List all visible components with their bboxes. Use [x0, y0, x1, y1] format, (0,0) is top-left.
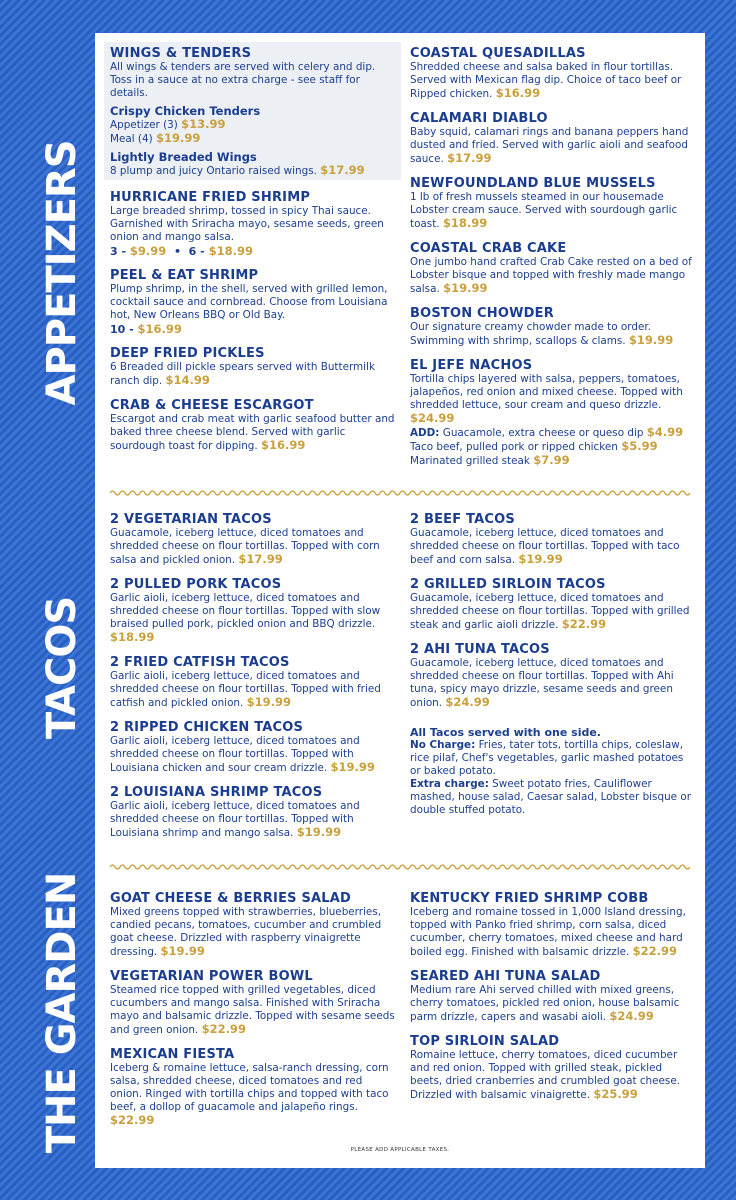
menu-item-desc: Shredded cheese and salsa baked in flour tortillas. Served with Mexican flag dip. Choice of taco beef or Ripped chicken. $16.99 [410, 61, 682, 100]
wings-desc: 8 plump and juicy Ontario raised wings. $17.99 [110, 163, 365, 177]
menu-item-title: KENTUCKY FRIED SHRIMP COBB [410, 891, 649, 906]
menu-item-desc: Garlic aioli, iceberg lettuce, diced tomatoes and shredded cheese on flour tortillas. Topped with slow braised pulled pork, pickled onion and BBQ drizzle. $18.99 [110, 592, 381, 644]
menu-item-title: 2 LOUISIANA SHRIMP TACOS [110, 785, 323, 800]
menu-item-title: 2 AHI TUNA TACOS [410, 642, 550, 657]
menu-item-desc: Guacamole, iceberg lettuce, diced tomatoes and shredded cheese on flour tortillas. Topped with grilled steak and garlic aioli drizzle. $22.99 [410, 592, 690, 631]
price: $19.99 [628, 333, 674, 347]
menu-item-desc: Romaine lettuce, cherry tomatoes, diced cucumber and red onion. Topped with grilled steak, pickled beets, dried cranberries and crumbled goat cheese. Drizzled with balsamic vinaigrette. $25.99 [410, 1049, 681, 1101]
appetizers-right-column [410, 46, 695, 478]
menu-item-title: BOSTON CHOWDER [410, 306, 554, 321]
menu-item-desc: Guacamole, iceberg lettuce, diced tomatoes and shredded cheese on flour tortillas. Topped with corn salsa and pickled onion. $17.99 [110, 527, 380, 566]
menu-item-title: SEARED AHI TUNA SALAD [410, 969, 601, 984]
price: $16.99 [495, 86, 541, 100]
menu-item [110, 268, 395, 336]
price: $17.99 [447, 151, 492, 165]
menu-item [110, 346, 395, 388]
menu-item-desc: Tortilla chips layered with salsa, peppers, tomatoes, jalapeños, red onion and mixed cheese. Topped with shredded lettuce, sour cream and queso drizzle. $24.99 [410, 373, 683, 425]
menu-item [410, 1034, 695, 1102]
price: $22.99 [201, 1022, 246, 1036]
menu-item-title: CALAMARI DIABLO [410, 111, 548, 126]
menu-item-title: HURRICANE FRIED SHRIMP [110, 190, 311, 205]
tenders-appetizer: Appetizer (3) $13.99 [110, 117, 226, 131]
menu-item [110, 891, 395, 959]
sides-extra-charge: Extra charge: Sweet potato fries, Cauliflower mashed, house salad, Caesar salad, Lobster bisque or double stuffed potato. [410, 778, 691, 816]
price: $24.99 [445, 695, 490, 709]
garden-left-column [110, 891, 395, 1138]
menu-item [410, 969, 695, 1024]
menu-item-title: WINGS & TENDERS [110, 46, 252, 61]
menu-item-desc: Iceberg & romaine lettuce, salsa-ranch dressing, corn salsa, shredded cheese, diced tomatoes and red onion. Ringed with tortilla chips and topped with taco beef, a dollop of guacamole and jalapeño rings. $22.99 [110, 1062, 389, 1127]
menu-item-desc: 1 lb of fresh mussels steamed in our housemade Lobster cream sauce. Served with sourdough garlic toast. $18.99 [410, 191, 678, 230]
price: $16.99 [261, 438, 306, 452]
menu-item-title: DEEP FRIED PICKLES [110, 346, 265, 361]
menu-item-title: 2 BEEF TACOS [410, 512, 515, 527]
menu-item-title: 2 FRIED CATFISH TACOS [110, 655, 290, 670]
menu-item-desc: All wings & tenders are served with celery and dip. Toss in a sauce at no extra charge - see staff for details. [110, 61, 376, 99]
price: $19.99 [443, 281, 488, 295]
menu-item [410, 891, 695, 959]
menu-item-title: MEXICAN FIESTA [110, 1047, 235, 1062]
price: $18.99 [442, 216, 488, 230]
wings-tenders-box [104, 42, 401, 180]
menu-item [110, 720, 395, 775]
tacos-left-column [110, 512, 395, 850]
menu-panel [95, 33, 705, 1168]
menu-item [410, 642, 695, 710]
menu-item-title: TOP SIRLOIN SALAD [410, 1034, 560, 1049]
menu-item [110, 577, 395, 645]
wings-title: Lightly Breaded Wings [110, 150, 257, 164]
price: $24.99 [609, 1009, 654, 1023]
menu-item-title: EL JEFE NACHOS [410, 358, 533, 373]
menu-item-title: VEGETARIAN POWER BOWL [110, 969, 313, 984]
price: $22.99 [561, 617, 607, 631]
menu-item [410, 241, 695, 296]
menu-item [410, 306, 695, 348]
menu-item-desc: Steamed rice topped with grilled vegetables, diced cucumbers and mango salsa. Finished with Sriracha mayo and balsamic drizzle. Topped with sesame seeds and green onion. $22.99 [110, 984, 395, 1036]
tenders-meal: Meal (4) $19.99 [110, 131, 201, 145]
menu-item-title: NEWFOUNDLAND BLUE MUSSELS [410, 176, 656, 191]
price: $19.99 [296, 825, 342, 839]
price: $18.99 [110, 630, 155, 644]
wave-divider [110, 488, 690, 498]
menu-item-desc: Iceberg and romaine tossed in 1,000 Island dressing, topped with Panko fried shrimp, corn salsa, diced cucumber, cherry tomatoes, mixed cheese and hard boiled egg. Finished with balsamic drizzle. $22.99 [410, 906, 686, 958]
tenders-title: Crispy Chicken Tenders [110, 104, 261, 118]
nachos-add-1: ADD: Guacamole, extra cheese or queso dip $4.99 [410, 425, 684, 439]
price: $19.99 [330, 760, 375, 774]
menu-item-title: 2 RIPPED CHICKEN TACOS [110, 720, 304, 735]
menu-item-desc: Garlic aioli, iceberg lettuce, diced tomatoes and shredded cheese on flour tortillas. Topped with Louisiana shrimp and mango salsa. $19.99 [110, 800, 360, 839]
price: $19.99 [246, 695, 292, 709]
menu-item-title: CRAB & CHEESE ESCARGOT [110, 398, 314, 413]
menu-item [110, 190, 395, 258]
price: $22.99 [632, 944, 678, 958]
menu-item [410, 176, 695, 231]
menu-item-title: 2 GRILLED SIRLOIN TACOS [410, 577, 606, 592]
menu-item [110, 655, 395, 710]
appetizers-section [110, 46, 690, 486]
menu-item [410, 358, 695, 468]
menu-item-title: GOAT CHEESE & BERRIES SALAD [110, 891, 352, 906]
price: $14.99 [165, 373, 210, 387]
sides-title: All Tacos served with one side. [410, 726, 601, 739]
menu-item-title: PEEL & EAT SHRIMP [110, 268, 259, 283]
menu-item [110, 1047, 395, 1128]
menu-item-desc: 6 Breaded dill pickle spears served with Buttermilk ranch dip. $14.99 [110, 361, 375, 387]
menu-item-desc: Escargot and crab meat with garlic seafood butter and baked three cheese blend. Served with garlic sourdough toast for dipping. $16.99 [110, 413, 395, 452]
menu-item-desc: Guacamole, iceberg lettuce, diced tomatoes and shredded cheese on flour tortillas. Topped with Ahi tuna, spicy mayo drizzle, sesame seeds and green onion. $24.99 [410, 657, 674, 709]
tacos-section [110, 512, 690, 852]
sides-info [410, 726, 695, 817]
menu-item [110, 969, 395, 1037]
wave-divider [110, 862, 690, 872]
tax-note: PLEASE ADD APPLICABLE TAXES. [350, 1147, 450, 1153]
menu-item-title: COASTAL QUESADILLAS [410, 46, 586, 61]
menu-item-desc: Baby squid, calamari rings and banana peppers hand dusted and fried. Served with garlic aioli and seafood sauce. $17.99 [410, 126, 689, 165]
menu-item [410, 111, 695, 166]
menu-item-desc: Our signature creamy chowder made to order. Swimming with shrimp, scallops & clams. $19.99 [410, 321, 674, 347]
menu-item-desc: Garlic aioli, iceberg lettuce, diced tomatoes and shredded cheese on flour tortillas. Topped with Louisiana chicken and sour cream drizzle. $19.99 [110, 735, 375, 774]
menu-item-desc: Medium rare Ahi served chilled with mixed greens, cherry tomatoes, pickled red onion, house balsamic parm drizzle, capers and wasabi aioli. $24.99 [410, 984, 680, 1023]
menu-item-desc: Large breaded shrimp, tossed in spicy Thai sauce. Garnished with Sriracha mayo, sesame seeds, green onion and mango salsa. [110, 205, 384, 243]
size-prices: 10 - $16.99 [110, 322, 182, 336]
garden-right-column [410, 891, 695, 1112]
price: $19.99 [160, 944, 205, 958]
nachos-add-3: Marinated grilled steak $7.99 [410, 453, 570, 467]
menu-item [410, 512, 695, 567]
price: $17.99 [320, 163, 365, 177]
price: $19.99 [518, 552, 563, 566]
menu-item-title: 2 VEGETARIAN TACOS [110, 512, 272, 527]
size-prices: 3 - $9.99 • 6 - $18.99 [110, 244, 253, 258]
tacos-right-column [410, 512, 695, 827]
sides-no-charge: No Charge: Fries, tater tots, tortilla chips, coleslaw, rice pilaf, Chef's vegetables, garlic mashed potatoes or baked potato. [410, 739, 684, 777]
nachos-add-2: Taco beef, pulled pork or ripped chicken $5.99 [410, 439, 658, 453]
menu-item-desc: Plump shrimp, in the shell, served with grilled lemon, cocktail sauce and cornbread. Choose from Louisiana hot, New Orleans BBQ or Old Bay. [110, 283, 388, 321]
menu-item-desc: Mixed greens topped with strawberries, blueberries, candied pecans, tomatoes, cucumber and crumbled goat cheese. Drizzled with raspberry vinaigrette dressing. $19.99 [110, 906, 382, 958]
menu-item-desc: One jumbo hand crafted Crab Cake rested on a bed of Lobster bisque and topped with freshly made mango salsa. $19.99 [410, 256, 692, 295]
menu-item-title: COASTAL CRAB CAKE [410, 241, 567, 256]
price: $25.99 [593, 1087, 638, 1101]
menu-item-desc: Guacamole, iceberg lettuce, diced tomatoes and shredded cheese on flour tortillas. Topped with taco beef and corn salsa. $19.99 [410, 527, 680, 566]
menu-item-title: 2 PULLED PORK TACOS [110, 577, 282, 592]
menu-item [110, 398, 395, 453]
menu-item [110, 512, 395, 567]
price: $24.99 [410, 411, 455, 425]
menu-item [110, 785, 395, 840]
appetizers-left-column [110, 46, 395, 463]
menu-item [410, 46, 695, 101]
price: $22.99 [110, 1113, 155, 1127]
menu-item [410, 577, 695, 632]
garden-section [110, 891, 690, 1141]
price: $19.99 [155, 131, 201, 145]
price: $13.99 [181, 117, 226, 131]
price: $17.99 [238, 552, 283, 566]
menu-item-desc: Garlic aioli, iceberg lettuce, diced tomatoes and shredded cheese on flour tortillas. Topped with fried catfish and pickled onion. $19.99 [110, 670, 381, 709]
